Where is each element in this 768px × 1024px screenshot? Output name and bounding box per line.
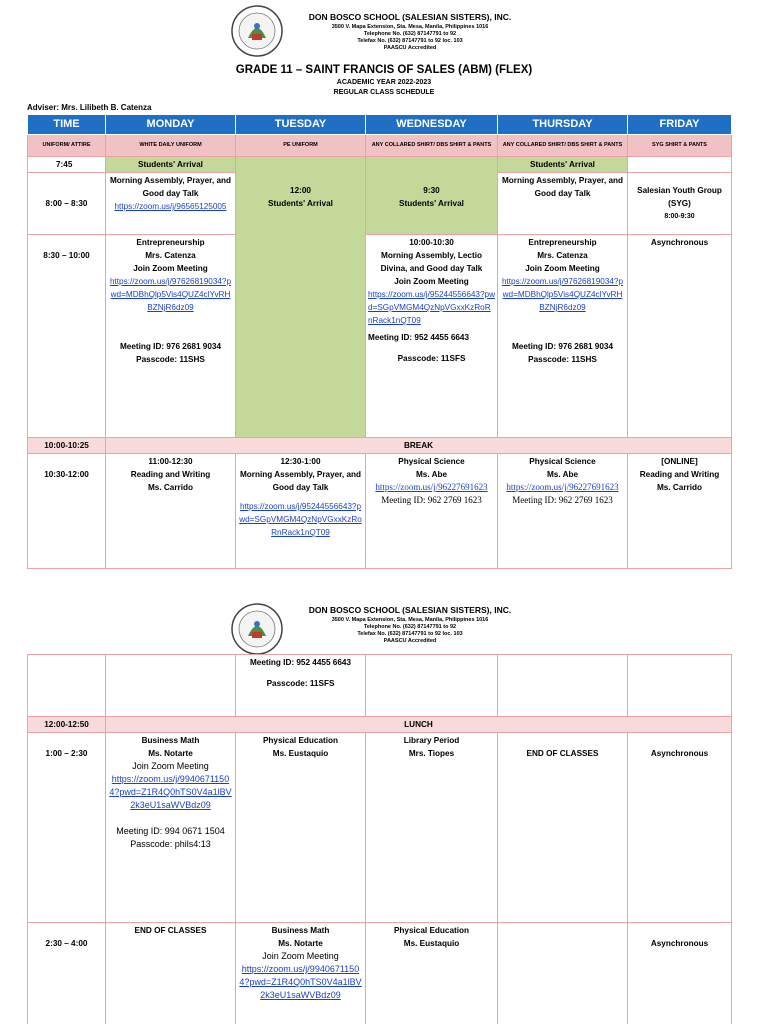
arrival-monday: Students' Arrival — [106, 157, 236, 173]
attire-wednesday: ANY COLLARED SHIRT/ DBS SHIRT & PANTS — [366, 135, 498, 157]
teacher: Mrs. Catenza — [537, 251, 588, 260]
table-header-row — [28, 115, 732, 135]
time-cell: 7:45 — [28, 157, 106, 173]
school-logo — [230, 4, 284, 58]
school-logo — [230, 602, 284, 656]
subject: Library Period — [403, 736, 460, 745]
teacher: Mrs. Tiopes — [408, 749, 455, 758]
time-cell: 1:00 – 2:30 — [28, 733, 106, 923]
tuesday-arrival-text: Students' Arrival — [268, 199, 333, 208]
meeting-id: Meeting ID: 952 4455 6643 — [249, 658, 352, 667]
assembly-text: Morning Assembly, Lectio Divina, and Good day Talk — [380, 251, 483, 273]
reading-writing-friday — [628, 454, 732, 569]
header-tuesday: TUESDAY — [236, 115, 366, 135]
row-230 — [28, 923, 732, 1024]
zoom-link[interactable]: https://zoom.us/j/99406711504?pwd=Z1R4Q0hTS0V4a1lBV2k3eU1saWVBdz09 — [239, 964, 362, 1000]
meeting-id: Meeting ID: 994 0671 1504 — [116, 826, 225, 836]
teacher: Ms. Eustaquio — [272, 749, 329, 758]
school-name: DON BOSCO SCHOOL (SALESIAN SISTERS), INC. — [308, 12, 512, 22]
assembly-tuesday-continued — [236, 655, 366, 717]
time-cell: 12:00-12:50 — [28, 717, 106, 733]
attire-label: UNIFORM/ ATTIRE — [28, 135, 106, 157]
zoom-link[interactable]: https://zoom.us/j/96227691623 — [506, 482, 619, 492]
empty-cell — [628, 655, 732, 717]
header-monday: MONDAY — [106, 115, 236, 135]
arrival-thursday: Students' Arrival — [498, 157, 628, 173]
empty-cell — [498, 923, 628, 1024]
empty-cell — [366, 655, 498, 717]
attire-monday: WHITE DAILY UNIFORM — [106, 135, 236, 157]
letterhead — [0, 0, 768, 60]
session-time: 11:00-12:30 — [148, 457, 193, 466]
subject: Physical Science — [529, 457, 596, 466]
assembly-text: Morning Assembly, Prayer, and Good day Talk — [239, 470, 362, 492]
academic-year: ACADEMIC YEAR 2022-2023 — [336, 79, 432, 86]
school-address: 3500 V. Mapa Extension, Sta. Mesa, Manila, Philippines 1016 — [331, 24, 489, 30]
meeting-id: Meeting ID: 952 4455 6643 — [368, 333, 470, 342]
subject: Reading and Writing — [130, 470, 211, 479]
attire-friday: SYG SHIRT & PANTS — [628, 135, 732, 157]
header-friday: FRIDAY — [628, 115, 732, 135]
teacher: Ms. Carrido — [147, 483, 194, 492]
asynchronous-friday: Asynchronous — [628, 923, 732, 1024]
attire-row — [28, 135, 732, 157]
business-math-tuesday — [236, 923, 366, 1024]
wednesday-late-arrival — [366, 157, 498, 235]
subject: Physical Education — [393, 926, 470, 935]
empty-cell — [628, 157, 732, 173]
zoom-link[interactable]: https://zoom.us/j/97626819034?pwd=MDBhQlp5Vis4QUZ4clYvRHBZNjR6dz09 — [109, 277, 232, 312]
time-cell: 10:00-10:25 — [28, 438, 106, 454]
subject: Business Math — [141, 736, 200, 745]
attire-tuesday: PE UNIFORM — [236, 135, 366, 157]
school-telephone: Telephone No. (632) 87147791 to 92 — [363, 624, 457, 630]
subject: Physical Education — [262, 736, 339, 745]
syg-time: 8:00-9:30 — [664, 213, 695, 220]
meeting-id: Meeting ID: 962 2769 1623 — [512, 495, 613, 505]
subject: Reading and Writing — [639, 470, 720, 479]
empty-cell — [106, 655, 236, 717]
teacher: Ms. Eustaquio — [403, 939, 460, 948]
header-thursday: THURSDAY — [498, 115, 628, 135]
lunch-label: LUNCH — [106, 717, 732, 733]
zoom-link[interactable]: https://zoom.us/j/95244556643?pwd=SGpVMGM4QzNpVGxxKzRoRnRack1nQT09 — [368, 290, 495, 325]
letterhead — [0, 598, 768, 658]
empty-cell — [498, 655, 628, 717]
wednesday-arrival-text: Students' Arrival — [399, 199, 464, 208]
entrepreneurship-monday — [106, 235, 236, 438]
time-cell: 8:30 – 10:00 — [28, 235, 106, 438]
schedule-type: REGULAR CLASS SCHEDULE — [333, 89, 435, 96]
session-time: 10:00-10:30 — [409, 238, 454, 247]
schedule-table-continued — [27, 654, 732, 1024]
asynchronous-friday: Asynchronous — [628, 733, 732, 923]
time-cell: 8:00 – 8:30 — [28, 173, 106, 235]
teacher: Mrs. Catenza — [145, 251, 196, 260]
subject: Business Math — [271, 926, 330, 935]
row-continued — [28, 655, 732, 717]
join-label: Join Zoom Meeting — [525, 264, 600, 273]
schedule-page-2 — [0, 598, 768, 1024]
session-time: 12:30-1:00 — [280, 457, 321, 466]
break-label: BREAK — [106, 438, 732, 454]
join-label: Join Zoom Meeting — [262, 951, 339, 961]
join-label: Join Zoom Meeting — [133, 264, 208, 273]
time-cell: 2:30 – 4:00 — [28, 923, 106, 1024]
reading-writing-monday — [106, 454, 236, 569]
row-100 — [28, 733, 732, 923]
tuesday-late-arrival — [236, 157, 366, 438]
break-row — [28, 438, 732, 454]
lunch-row — [28, 717, 732, 733]
physical-science-thursday — [498, 454, 628, 569]
schedule-table — [27, 114, 732, 569]
join-label: Join Zoom Meeting — [394, 277, 469, 286]
assembly-thursday — [498, 173, 628, 235]
zoom-link[interactable]: https://zoom.us/j/95244556643?pwd=SGpVMGM4QzNpVGxxKzRoRnRack1nQT09 — [239, 502, 362, 537]
header-time: TIME — [28, 115, 106, 135]
teacher: Ms. Abe — [415, 470, 448, 479]
pe-tuesday — [236, 733, 366, 923]
zoom-link[interactable]: https://zoom.us/j/99406711504?pwd=Z1R4Q0hTS0V4a1lBV2k3eU1saWVBdz09 — [109, 774, 232, 810]
passcode: Passcode: 11SFS — [397, 354, 466, 363]
adviser-label: Adviser: Mrs. Lilibeth B. Catenza — [27, 103, 152, 112]
zoom-link[interactable]: https://zoom.us/j/96565125005 — [114, 202, 227, 211]
row-830 — [28, 235, 732, 438]
empty-cell — [28, 655, 106, 717]
school-telephone: Telephone No. (632) 87147791 to 92 — [363, 31, 457, 37]
teacher: Ms. Notarte — [148, 749, 193, 758]
business-math-monday — [106, 733, 236, 923]
pe-wednesday — [366, 923, 498, 1024]
school-accreditation: PAASCU Accredited — [383, 45, 437, 51]
assembly-tuesday — [236, 454, 366, 569]
header-wednesday: WEDNESDAY — [366, 115, 498, 135]
zoom-link[interactable]: https://zoom.us/j/96227691623 — [375, 482, 488, 492]
row-745 — [28, 157, 732, 173]
syg-text: Salesian Youth Group (SYG) — [637, 186, 722, 208]
time-cell: 10:30-12:00 — [28, 454, 106, 569]
subject: Entrepreneurship — [528, 238, 597, 247]
attire-thursday: ANY COLLARED SHIRT/ DBS SHIRT & PANTS — [498, 135, 628, 157]
schedule-title: GRADE 11 – SAINT FRANCIS OF SALES (ABM) (FLEX) — [235, 64, 533, 76]
passcode: Passcode: phils4:13 — [130, 839, 211, 849]
passcode: Passcode: 11SHS — [528, 355, 597, 364]
row-1030 — [28, 454, 732, 569]
subject: Physical Science — [398, 457, 465, 466]
teacher: Ms. Notarte — [278, 939, 323, 948]
asynchronous-friday: Asynchronous — [628, 235, 732, 438]
wednesday-arrival-time: 9:30 — [423, 186, 440, 195]
assembly-text: Morning Assembly, Prayer, and Good day Talk — [109, 176, 232, 198]
tuesday-arrival-time: 12:00 — [290, 186, 311, 195]
school-name: DON BOSCO SCHOOL (SALESIAN SISTERS), INC. — [308, 605, 512, 615]
end-classes-monday: END OF CLASSES — [106, 923, 236, 1024]
meeting-id: Meeting ID: 962 2769 1623 — [381, 495, 482, 505]
subject: Entrepreneurship — [136, 238, 205, 247]
teacher: Ms. Carrido — [656, 483, 703, 492]
syg-friday — [628, 173, 732, 235]
assembly-text: Morning Assembly, Prayer, and Good day Talk — [501, 176, 624, 198]
assembly-monday — [106, 173, 236, 235]
end-classes-thursday: END OF CLASSES — [498, 733, 628, 923]
library-wednesday — [366, 733, 498, 923]
meeting-id: Meeting ID: 976 2681 9034 — [511, 342, 614, 351]
meeting-id: Meeting ID: 976 2681 9034 — [119, 342, 222, 351]
school-telefax: Telefax No. (632) 87147791 to 92 loc. 103 — [357, 38, 463, 44]
passcode: Passcode: 11SFS — [266, 679, 335, 688]
mode-label: [ONLINE] — [661, 457, 698, 466]
teacher: Ms. Abe — [546, 470, 579, 479]
assembly-wednesday — [366, 235, 498, 438]
school-telefax: Telefax No. (632) 87147791 to 92 loc. 103 — [357, 631, 463, 637]
entrepreneurship-thursday — [498, 235, 628, 438]
join-label: Join Zoom Meeting — [132, 761, 209, 771]
school-address: 3500 V. Mapa Extension, Sta. Mesa, Manila, Philippines 1016 — [331, 617, 489, 623]
physical-science-wednesday — [366, 454, 498, 569]
zoom-link[interactable]: https://zoom.us/j/97626819034?pwd=MDBhQlp5Vis4QUZ4clYvRHBZNjR6dz09 — [501, 277, 624, 312]
passcode: Passcode: 11SHS — [136, 355, 205, 364]
school-accreditation: PAASCU Accredited — [383, 638, 437, 644]
